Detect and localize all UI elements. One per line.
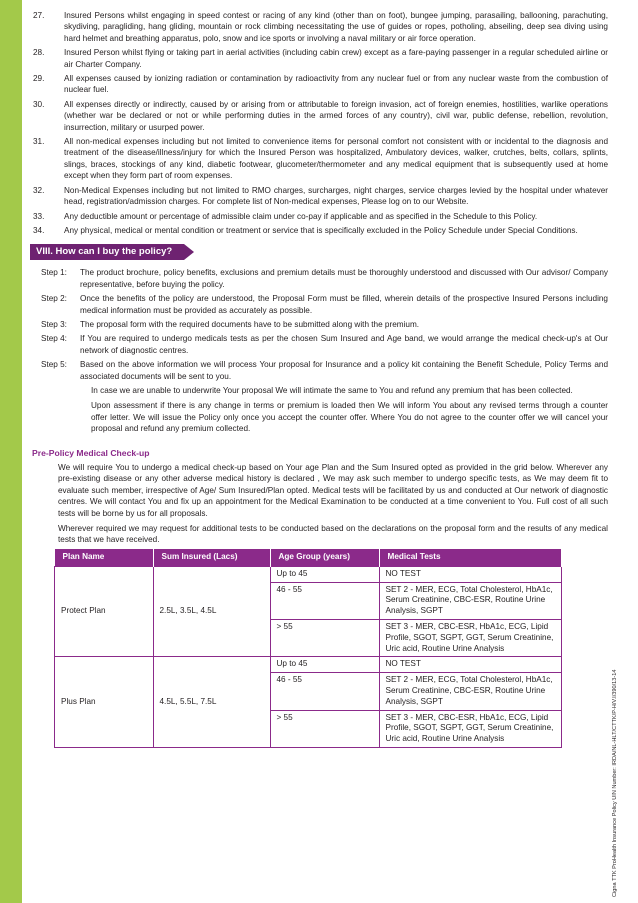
step-item	[41, 319, 608, 330]
step-item	[41, 293, 608, 316]
step-item	[41, 267, 608, 290]
age-group-cell: > 55	[270, 619, 379, 656]
exclusion-text: All expenses directly or indirectly, caused by or arising from or attributable to foreign invasion, act of foreign enemies, hostilities, warlike operations (whether war be declared or not or while performing duties in the armed forces of any country), civil war, public defense, rebellion, revolution, insurrection, military or usurped power.	[64, 99, 608, 132]
exclusion-number: 34.	[33, 225, 45, 235]
medical-tests-table	[54, 549, 562, 748]
section-heading: VIII. How can I buy the policy?	[30, 244, 184, 260]
table-row	[55, 657, 562, 673]
header-plan-name: Plan Name	[55, 549, 154, 567]
age-group-cell: 46 - 55	[270, 582, 379, 619]
step-text: The proposal form with the required documents have to be submitted along with the premium.	[80, 319, 420, 329]
age-group-cell: > 55	[270, 710, 379, 747]
table-header-row	[55, 549, 562, 567]
step-5-paragraph: In case we are unable to underwrite Your proposal We will intimate the same to You and refund any premium that has been collected.	[91, 385, 573, 395]
exclusion-number: 31.	[33, 137, 45, 147]
step-text: The product brochure, policy benefits, exclusions and premium details must be thoroughly understood and discussed with Our advisor/ Company representative, before buying the policy.	[80, 268, 608, 289]
sum-insured-cell: 4.5L, 5.5L, 7.5L	[153, 657, 270, 748]
exclusion-number: 28.	[33, 48, 45, 58]
pre-policy-paragraph: Wherever required we may request for additional tests to be conducted based on the declarations on the proposal form and the results of any medical tests that we have received.	[58, 523, 608, 545]
exclusion-number: 30.	[33, 99, 45, 109]
steps-list	[41, 267, 608, 434]
step-item	[41, 359, 608, 382]
age-group-cell: 46 - 55	[270, 673, 379, 710]
medical-tests-cell: NO TEST	[379, 657, 562, 673]
step-text: Based on the above information we will process Your proposal for Insurance and a policy kit containing the Benefit Schedule, Policy Terms and associated documents will be sent to you.	[80, 360, 608, 381]
header-sum-insured: Sum Insured (Lacs)	[153, 549, 270, 567]
policy-uin-side-text: Cigna TTK ProHealth Insurance Policy UIN Number: IRDA/NL-HLT/CTTK/P-H/V.I/390/13-14	[612, 669, 618, 897]
step-label: Step 4:	[41, 334, 67, 344]
exclusion-text: Non-Medical Expenses including but not limited to RMO charges, surcharges, night charges, service charges levied by the hospital under whatever head, registration/admission charges. For complete list of Non-medical expenses, Please log on to our Website.	[64, 185, 608, 207]
left-accent-bar	[0, 0, 22, 903]
document-page	[30, 10, 608, 748]
sum-insured-cell: 2.5L, 3.5L, 4.5L	[153, 566, 270, 657]
exclusion-item	[30, 99, 608, 133]
medical-tests-cell: NO TEST	[379, 566, 562, 582]
exclusion-item	[30, 225, 608, 236]
exclusion-item	[30, 73, 608, 96]
step-label: Step 3:	[41, 319, 67, 329]
pre-policy-paragraph: We will require You to undergo a medical check-up based on Your age Plan and the Sum Insured opted as provided in the grid below. Wherever any pre-existing disease or any other adverse medical history is declared , We may ask such member to undergo specific tests, as We may deem fit to evaluate such member, irrespective of Age/ Sum Insured/Plan opted. Medical tests will be facilitated by us and conducted at Our network of diagnostic centres. We will contact You and fix up an appointment for the Medical Examination to be conducted at a time convenient to You. Full cost of all such tests will be borne by us for all proposals.	[58, 462, 608, 518]
step-label: Step 1:	[41, 268, 67, 278]
medical-tests-cell: SET 2 - MER, ECG, Total Cholesterol, HbA1c, Serum Creatinine, CBC-ESR, Routine Urine Analysis, SGPT	[379, 673, 562, 710]
plan-name-cell: Protect Plan	[55, 566, 154, 657]
step-item	[41, 333, 608, 356]
exclusion-item	[30, 136, 608, 182]
exclusion-item	[30, 10, 608, 44]
exclusion-item	[30, 185, 608, 208]
exclusion-text: Insured Persons whilst engaging in speed contest or racing of any kind (other than on foot), bungee jumping, parasailing, ballooning, parachuting, skydiving, paragliding, hang gliding, mountain or rock climbing necessitating the use of guides or ropes, potholing, abseiling, deep sea diving using hard helmet and breathing apparatus, polo, snow and ice sports or involving a naval military or air force operation.	[64, 11, 608, 43]
step-text: If You are required to undergo medicals tests as per the chosen Sum Insured and Age band, we would arrange the medical check-up's at Our network of diagnostic centres.	[80, 334, 608, 355]
plan-name-cell: Plus Plan	[55, 657, 154, 748]
age-group-cell: Up to 45	[270, 566, 379, 582]
exclusion-text: Insured Person whilst flying or taking part in aerial activities (including cabin crew) except as a fare-paying passenger in a regular scheduled airline or air Charter Company.	[64, 48, 608, 69]
table-row	[55, 566, 562, 582]
exclusion-item	[30, 211, 608, 222]
exclusions-list	[30, 10, 608, 236]
exclusion-text: All expenses caused by ionizing radiation or contamination by radioactivity from any nuclear fuel or from any nuclear waste from the combustion of nuclear fuel.	[64, 74, 608, 95]
age-group-cell: Up to 45	[270, 657, 379, 673]
exclusion-number: 29.	[33, 74, 45, 84]
exclusion-text: Any physical, medical or mental condition or treatment or service that is specifically excluded in the Policy Schedule under Special Conditions.	[64, 225, 578, 235]
exclusion-number: 33.	[33, 211, 45, 221]
exclusion-text: All non-medical expenses including but not limited to convenience items for personal comfort not consistent with or incidental to the diagnosis and treatment of the disease/illness/injury for which the Insured Person was hospitalized, Ambulatory devices, walker, crutches, belts, collars, splints, slings, braces, stockings of any kind, diabetic footwear, glucometer/thermometer and any medical equipment that is subsequently used at home except when they form part of room expenses.	[64, 137, 608, 181]
medical-tests-cell: SET 2 - MER, ECG, Total Cholesterol, HbA1c, Serum Creatinine, CBC-ESR, Routine Urine Analysis, SGPT	[379, 582, 562, 619]
step-label: Step 2:	[41, 294, 67, 304]
step-5-paragraph: Upon assessment if there is any change in terms or premium is loaded then We will inform You about any revised terms through a counter offer letter. We will issue the Policy only once you accept the counter offer. Where You do not agree to the counter offer we will cancel your proposal and refund any premium collected.	[91, 401, 608, 434]
step-label: Step 5:	[41, 360, 67, 370]
exclusion-text: Any deductible amount or percentage of admissible claim under co-pay if applicable and as specified in the Schedule to this Policy.	[64, 211, 538, 221]
pre-policy-heading: Pre-Policy Medical Check-up	[32, 447, 150, 458]
exclusion-item	[30, 47, 608, 70]
header-medical-tests: Medical Tests	[379, 549, 562, 567]
medical-tests-cell: SET 3 - MER, CBC-ESR, HbA1c, ECG, Lipid Profile, SGOT, SGPT, GGT, Serum Creatinine, Uric acid, Routine Urine Analysis	[379, 710, 562, 747]
exclusion-number: 32.	[33, 185, 45, 195]
header-age-group: Age Group (years)	[270, 549, 379, 567]
step-text: Once the benefits of the policy are understood, the Proposal Form must be filled, wherein details of the prospective Insured Persons including medical information must be provided as accurately as possible.	[80, 294, 608, 315]
exclusion-number: 27.	[33, 11, 45, 20]
medical-tests-cell: SET 3 - MER, CBC-ESR, HbA1c, ECG, Lipid Profile, SGOT, SGPT, GGT, Serum Creatinine, Uric acid, Routine Urine Analysis	[379, 619, 562, 656]
